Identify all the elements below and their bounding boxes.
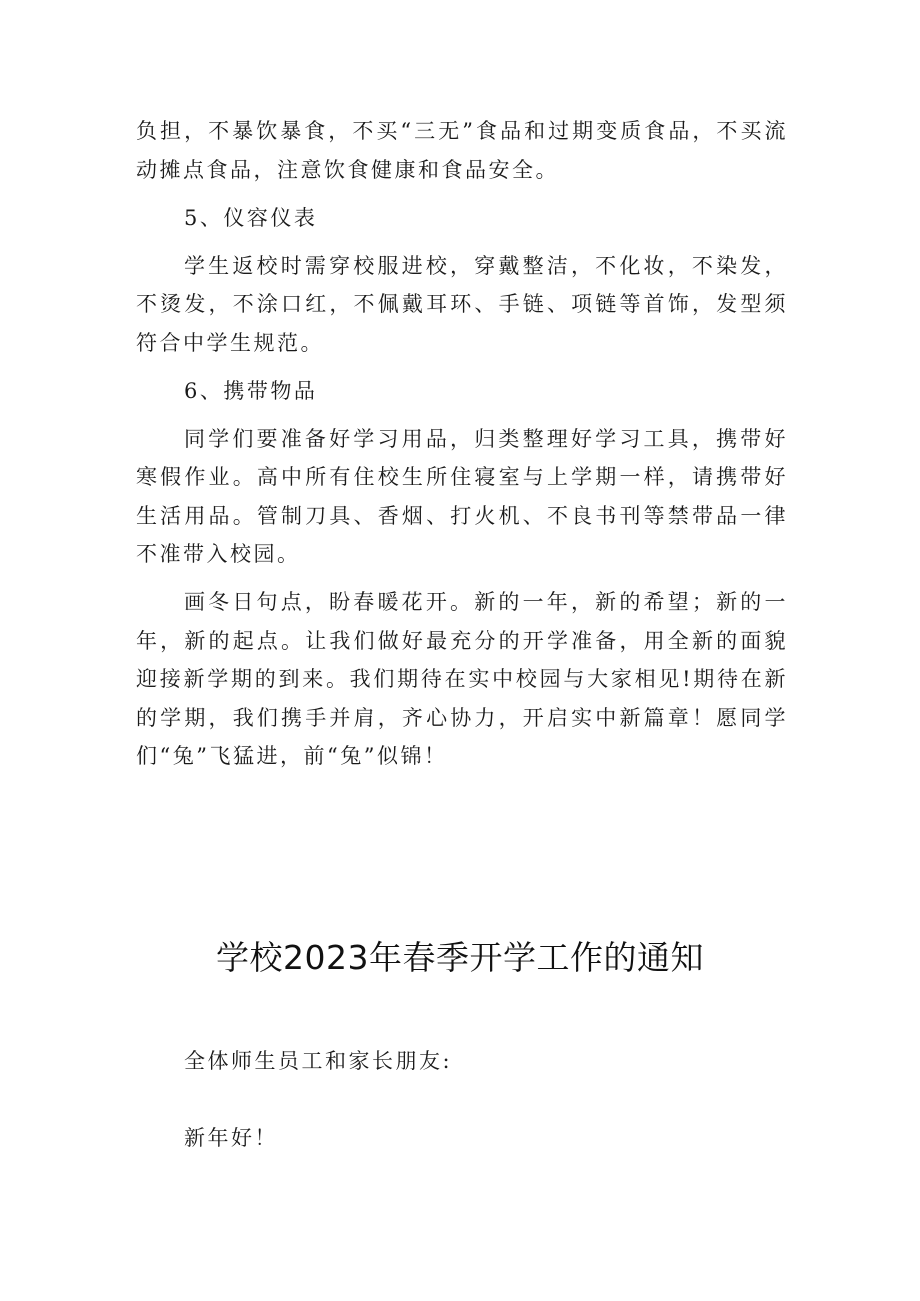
salutation: 全体师生员工和家长朋友: <box>184 1049 453 1073</box>
document-body <box>136 112 788 785</box>
section-heading-items: 6、携带物品 <box>184 378 318 403</box>
notice-title: 学校2023年春季开学工作的通知 <box>216 938 704 977</box>
paragraph-appearance: 学生返校时需穿校服进校，穿戴整洁，不化妆，不染发，不烫发，不涂口红，不佩戴耳环、手链、项链等首饰，发型须符合中学生规范。 <box>136 253 788 355</box>
section-heading-appearance: 5、仪容仪表 <box>184 205 318 230</box>
paragraph-food-safety: 负担，不暴饮暴食，不买“三无”食品和过期变质食品，不买流动摊点食品，注意饮食健康和食品安全。 <box>136 119 788 182</box>
paragraph-items: 同学们要准备好学习用品，归类整理好学习工具，携带好寒假作业。高中所有住校生所住寝室与上学期一样，请携带好生活用品。管制刀具、香烟、打火机、不良书刊等禁带品一律不准带入校园。 <box>136 426 788 566</box>
greeting: 新年好！ <box>184 1126 278 1150</box>
paragraph-closing: 画冬日句点，盼春暖花开。新的一年，新的希望；新的一年，新的起点。让我们做好最充分的开学准备，用全新的面貌迎接新学期的到来。我们期待在实中校园与大家相见!期待在新的学期，我们携手并肩，齐心协力，开启实中新篇章！愿同学们“兔”飞猛进，前“兔”似锦！ <box>136 590 788 768</box>
